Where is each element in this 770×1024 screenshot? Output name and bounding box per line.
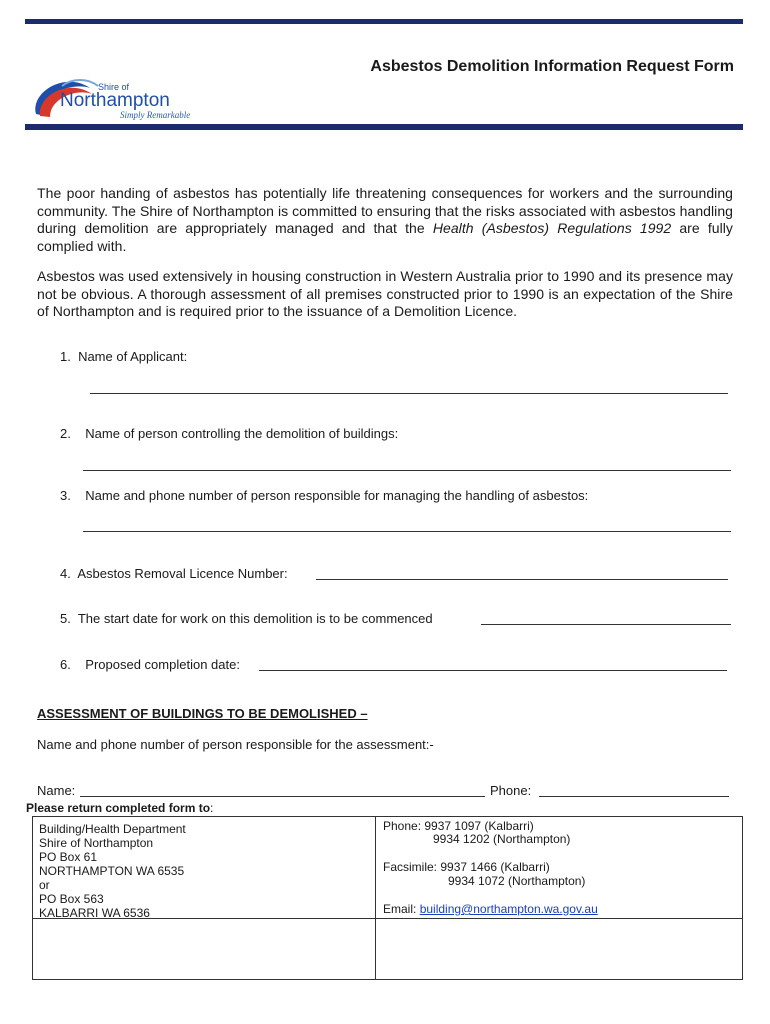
assessment-name-line[interactable] (80, 796, 485, 797)
intro-text-1: The poor handing of asbestos has potentially life threatening consequences for workers and the surrounding community. The Shire of Northampton is committed to ensuring that the risks associated with asbestos handling during demolition are appropriately managed and that the (37, 185, 733, 236)
q6-label: 6. Proposed completion date: (60, 657, 240, 672)
q1-label: 1. Name of Applicant: (60, 349, 188, 364)
q3-answer-line[interactable] (83, 531, 731, 532)
address-line: PO Box 563 (39, 892, 104, 906)
assessment-heading: ASSESSMENT OF BUILDINGS TO BE DEMOLISHED – (37, 706, 368, 721)
assessment-responsible-label: Name and phone number of person responsible for the assessment:- (37, 737, 434, 752)
q2-answer-line[interactable] (83, 470, 731, 471)
return-heading-colon: : (210, 801, 214, 815)
address-line: NORTHAMPTON WA 6535 (39, 864, 185, 878)
email-link[interactable]: building@northampton.wa.gov.au (419, 902, 598, 916)
postal-address (39, 822, 186, 920)
table-column-divider (375, 817, 376, 979)
q4-label: 4. Asbestos Removal Licence Number: (60, 566, 288, 581)
header-top-bar (25, 19, 743, 24)
completion-date-line[interactable] (259, 670, 727, 671)
q2-label: 2. Name of person controlling the demolition of buildings: (60, 426, 399, 441)
start-date-line[interactable] (481, 624, 731, 625)
phone-label: Phone: (490, 783, 532, 798)
fax-northampton: 9934 1072 (Northampton) (448, 874, 586, 888)
return-address-table (32, 816, 743, 980)
logo-text-main: Northampton (60, 90, 170, 111)
q5-label: 5. The start date for work on this demolition is to be commenced (60, 611, 433, 626)
assessment-phone-line[interactable] (539, 796, 729, 797)
q1-answer-line[interactable] (90, 393, 728, 394)
address-line: or (39, 878, 50, 892)
phone-kalbarri: Phone: 9937 1097 (Kalbarri) (383, 819, 534, 833)
email-line (383, 902, 598, 916)
email-label: Email: (383, 902, 420, 916)
asbestos-paragraph: Asbestos was used extensively in housing construction in Western Australia prior to 1990 and its presence may not be obvious. A thorough assessment of all premises constructed prior to 1990 is an expectation of the Shire of Northampton and is required prior to the issuance of a Demolition Licence. (37, 268, 733, 319)
return-heading-text: Please return completed form to (26, 801, 211, 815)
q3-label: 3. Name and phone number of person responsible for managing the handling of asbestos: (60, 488, 589, 503)
intro-text-2: are fully complied with. (37, 220, 733, 254)
header-bottom-bar (25, 124, 743, 130)
return-heading (26, 801, 213, 815)
address-line: KALBARRI WA 6536 (39, 906, 150, 920)
regulations-name: Health (Asbestos) Regulations 1992 (432, 220, 672, 236)
intro-paragraph (37, 185, 733, 255)
shire-logo (28, 72, 208, 124)
form-title: Asbestos Demolition Information Request Form (370, 58, 734, 75)
logo-tagline: Simply Remarkable (120, 110, 191, 120)
licence-number-line[interactable] (316, 579, 728, 580)
phone-northampton: 9934 1202 (Northampton) (433, 832, 571, 846)
address-line: PO Box 61 (39, 850, 98, 864)
fax-kalbarri: Facsimile: 9937 1466 (Kalbarri) (383, 860, 550, 874)
logo-text-top: Shire of (98, 82, 130, 92)
name-label: Name: (37, 783, 76, 798)
address-line: Building/Health Department (39, 822, 186, 836)
address-line: Shire of Northampton (39, 836, 154, 850)
